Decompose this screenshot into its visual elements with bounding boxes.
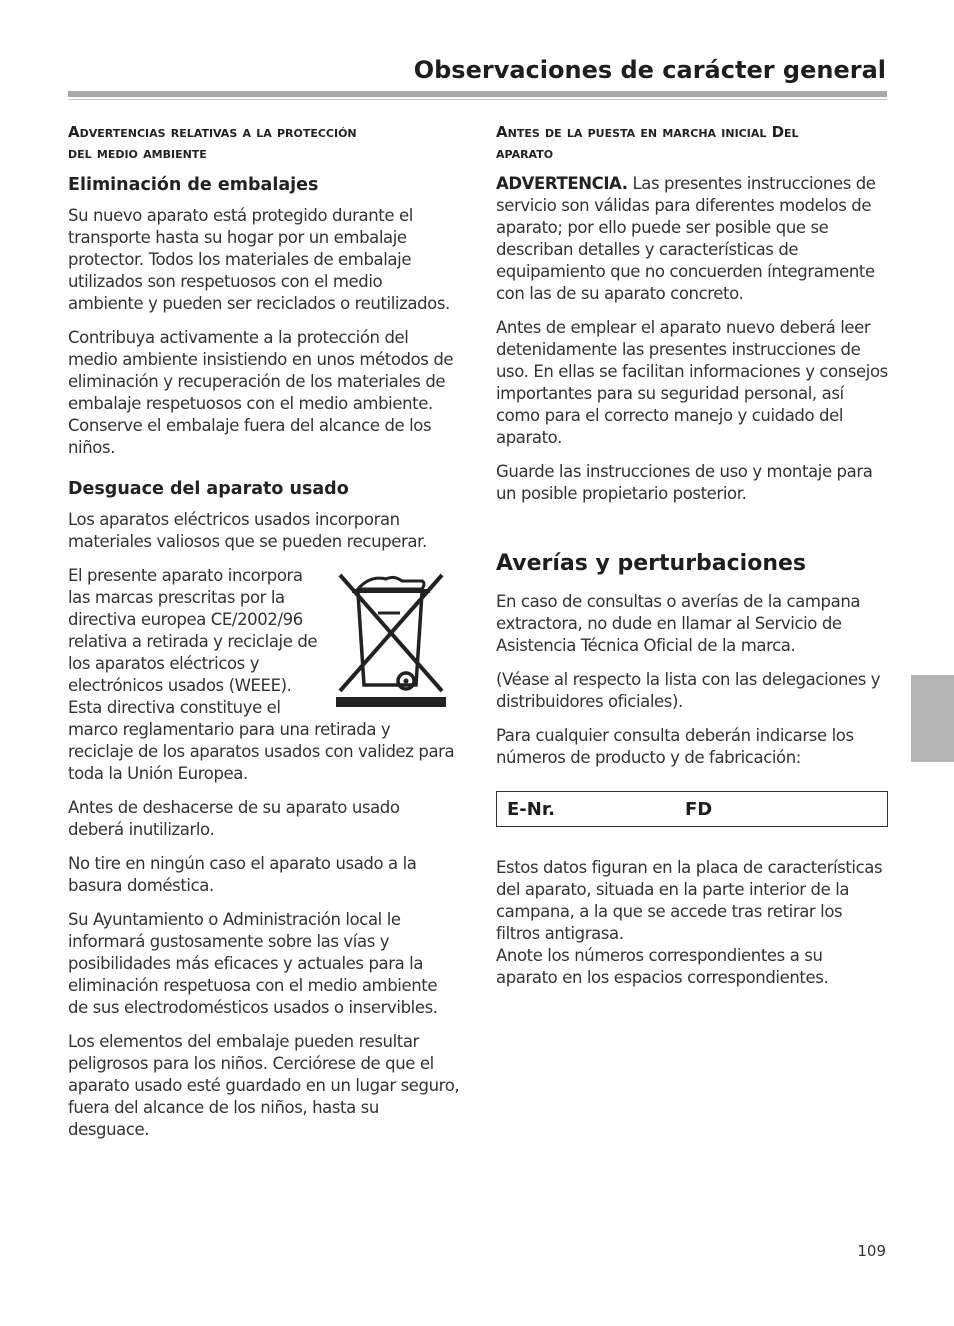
disposal-paragraph-6: Los elementos del embalaje pueden resultar peligrosos para los niños. Cerciórese de que el aparato usado esté guardado en un lugar seguro, fuera del alcance de los niños, hasta su desguace. xyxy=(68,1032,460,1139)
enr-label: E-Nr. xyxy=(507,798,555,820)
before-first-use-heading xyxy=(496,122,888,164)
section-spacer xyxy=(496,517,888,549)
chapter-tab xyxy=(911,675,954,762)
header-rule xyxy=(68,91,887,97)
keep-instructions-paragraph: Guarde las instrucciones de uso y montaje para un posible propietario posterior. xyxy=(496,462,873,503)
environment-heading xyxy=(68,122,460,164)
environment-heading-line2: del medio ambiente xyxy=(68,144,207,162)
header-rule-thin xyxy=(68,99,887,100)
faults-heading: Averías y perturbaciones xyxy=(496,551,807,576)
rating-plate-paragraph: Estos datos figuran en la placa de características del aparato, situada en la parte interior de la campana, a la que se accede tras retirar los filtros antigrasa. xyxy=(496,858,883,943)
right-column xyxy=(496,122,888,1001)
packaging-paragraph-1: Su nuevo aparato está protegido durante el transporte hasta su hogar por un embalaje protector. Todos los materiales de embalaje utilizados son respetuosos con el medio ambiente y pueden ser reciclados o reutilizados. xyxy=(68,206,450,313)
disposal-paragraph-2: El presente aparato incorpora las marcas prescritas por la directiva europea CE/2002/96 relativa a retirada y reciclaje de los aparatos eléctricos y electrónicos usados (WEEE). Esta directiva constituye el marco reglamentario para una retirada y reciclaje de los aparatos usados con validez para toda la Unión Europea. xyxy=(68,566,455,783)
disposal-paragraph-1: Los aparatos eléctricos usados incorporan materiales valiosos que se pueden recuperar. xyxy=(68,510,427,551)
faults-paragraph-2: (Véase al respecto la lista con las delegaciones y distribuidores oficiales). xyxy=(496,670,881,711)
instructions-paragraph: Antes de emplear el aparato nuevo deberá leer detenidamente las presentes instrucciones de uso. En ellas se facilitan informaciones y consejos importantes para su seguridad personal, así como para el correcto manejo y cuidado del aparato. xyxy=(496,318,888,447)
before-first-use-heading-line1: Antes de la puesta en marcha inicial Del xyxy=(496,123,799,141)
packaging-paragraph-2: Contribuya activamente a la protección del medio ambiente insistiendo en unos métodos de eliminación y recuperación de los materiales de embalaje respetuosos con el medio ambiente. Conserve el embalaje fuera del alcance de los niños. xyxy=(68,328,454,457)
note-numbers-paragraph: Anote los números correspondientes a su aparato en los espacios correspondientes. xyxy=(496,946,829,987)
before-first-use-heading-line2: aparato xyxy=(496,144,554,162)
fd-label: FD xyxy=(685,798,713,820)
warning-label: ADVERTENCIA. xyxy=(496,174,628,193)
old-appliance-disposal-title: Desguace del aparato usado xyxy=(68,479,349,499)
disposal-paragraph-3: Antes de deshacerse de su aparato usado deberá inutilizarlo. xyxy=(68,798,400,839)
warning-text: Las presentes instrucciones de servicio son válidas para diferentes modelos de aparato; por ello puede ser posible que se describan detalles y características de equipamiento que no concuerden íntegramente con las de su aparato concreto. xyxy=(496,174,876,303)
faults-paragraph-3: Para cualquier consulta deberán indicarse los números de producto y de fabricación: xyxy=(496,726,854,767)
environment-heading-line1: Advertencias relativas a la protección xyxy=(68,123,357,141)
warning-paragraph xyxy=(496,173,888,305)
disposal-paragraph-5: Su Ayuntamiento o Administración local le informará gustosamente sobre las vías y posibilidades más eficaces y actuales para la eliminación respetuosa con el medio ambiente de sus electrodomésticos usados o inservibles. xyxy=(68,910,438,1017)
faults-paragraph-1: En caso de consultas o averías de la campana extractora, no dude en llamar al Servicio de Asistencia Técnica Oficial de la marca. xyxy=(496,592,861,655)
page-number: 109 xyxy=(857,1242,886,1260)
page-title: Observaciones de carácter general xyxy=(413,56,886,84)
weee-crossed-bin-icon xyxy=(330,571,452,711)
packaging-disposal-title: Eliminación de embalajes xyxy=(68,175,319,195)
left-column xyxy=(68,122,460,1153)
weee-paragraph-block xyxy=(68,565,460,785)
product-number-box xyxy=(496,791,888,827)
disposal-paragraph-4: No tire en ningún caso el aparato usado a la basura doméstica. xyxy=(68,854,417,895)
